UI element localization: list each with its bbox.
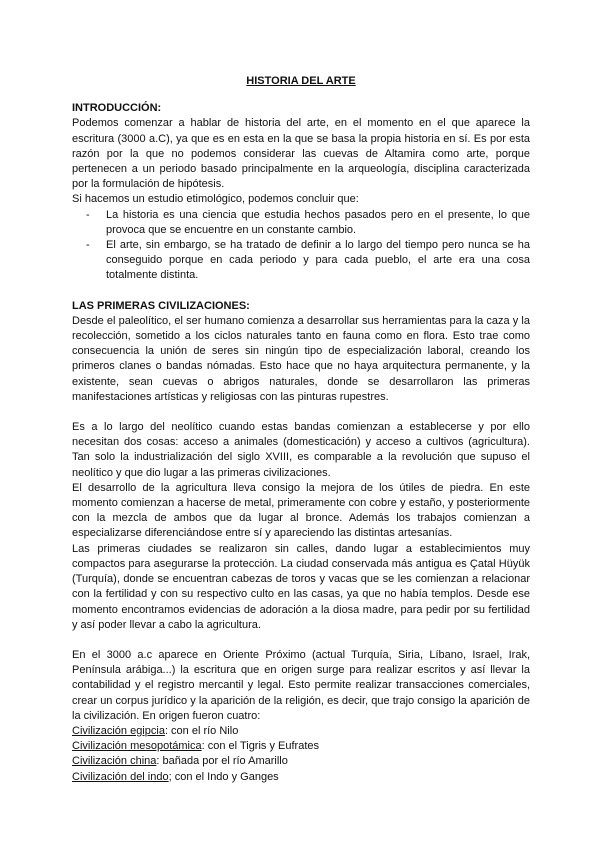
civ-paragraph-4: Las primeras ciudades se realizaron sin calles, dando lugar a establecimientos muy compactos para asegurarse la protección. La ciudad conservada más antigua es Çatal Hüyük (Turquía), donde se encuentran cabezas de toros y vacas que se les comienzan a relacionar con la fertilidad y con su respectivo culto en las casas, ya que no había templos. Desde ese momento encontramos evidencias de adoración a la diosa madre, para pedir por su fertilidad y así poder llevar a cabo la agricultura. bbox=[72, 542, 530, 631]
civilization-item bbox=[72, 754, 530, 769]
civilization-name: Civilización china bbox=[72, 755, 157, 768]
intro-paragraph-2: Si hacemos un estudio etimológico, podemos concluir que: bbox=[72, 193, 359, 206]
civ-paragraph-2: Es a lo largo del neolítico cuando estas bandas comienzan a establecerse y por ello necesitan dos cosas: acceso a animales (domesticación) y acceso a cultivos (agricultura). Tan solo la industrialización del siglo XVIII, es comparable a la revolución que supuso el neolítico y que dio lugar a las primeras civilizaciones. bbox=[72, 421, 530, 479]
civilization-desc: con el Indo y Ganges bbox=[171, 770, 279, 783]
intro-bullet-1: - La historia es una ciencia que estudia hechos pasados pero en el presente, lo que provoca que se encuentre en un constante cambio. bbox=[86, 208, 530, 238]
civ-paragraph-5: En el 3000 a.c aparece en Oriente Próximo (actual Turquía, Siria, Líbano, Israel, Irak, Península arábiga...) la escritura que en origen surge para realizar escritos y así llevar la contabilidad y el registro mercantil y legal. Esto permite realizar transacciones comerciales, crear un corpus jurídico y la aparición de la religión, es decir, que trajo consigo la aparición de la civilización. En origen fueron cuatro: bbox=[72, 648, 530, 722]
heading-civilizaciones: LAS PRIMERAS CIVILIZACIONES: bbox=[72, 299, 250, 312]
civilization-separator: : bbox=[201, 740, 205, 753]
civilization-desc: bañada por el río Amarillo bbox=[159, 755, 288, 768]
heading-introduccion: INTRODUCCIÓN: bbox=[72, 102, 162, 115]
civilization-name: Civilización del indo bbox=[72, 770, 169, 783]
intro-bullet-2: - El arte, sin embargo, se ha tratado de definir a lo largo del tiempo pero nunca se ha conseguido porque en cada periodo y para cada pueblo, el arte era una cosa totalmente distinta. bbox=[86, 238, 530, 284]
intro-bullet-list bbox=[72, 208, 530, 284]
civilization-separator: : bbox=[156, 755, 160, 768]
civ-paragraph-3: El desarrollo de la agricultura lleva consigo la mejora de los útiles de piedra. En este momento comienzan a hacerse de metal, primeramente con cobre y estaño, y posteriormente con la mezcla de ambos que da lugar al bronce. Además los trabajos comienzan a especializarse diferenciándose entre sí y apareciendo las distintas artesanías. bbox=[72, 481, 530, 540]
civilization-separator: : bbox=[164, 724, 168, 737]
civilization-desc: con el río Nilo bbox=[168, 724, 239, 737]
civilization-name: Civilización mesopotámica bbox=[72, 740, 202, 753]
civilization-list bbox=[72, 724, 530, 785]
civilization-name: Civilización egipcia bbox=[72, 724, 165, 737]
civilization-item bbox=[72, 770, 530, 785]
civilization-desc: con el Tigris y Eufrates bbox=[204, 740, 319, 753]
section-civilizaciones bbox=[72, 299, 530, 785]
civilization-item bbox=[72, 724, 530, 739]
intro-paragraph-1: Podemos comenzar a hablar de historia del arte, en el momento en el que aparece la escritura (3000 a.C), ya que es en esta en la que se basa la propia historia en sí. Es por esta razón por la que no podemos considerar las cuevas de Altamira como arte, porque pertenecen a un periodo basado principalmente en la arqueología, disciplina caracterizada por la formulación de hipótesis. bbox=[72, 117, 530, 191]
document-title: HISTORIA DEL ARTE bbox=[246, 75, 356, 87]
civilization-item bbox=[72, 739, 530, 754]
civilization-separator: ; bbox=[168, 770, 172, 783]
civ-paragraph-1: Desde el paleolítico, el ser humano comienza a desarrollar sus herramientas para la caza y la recolección, sometido a los ciclos naturales tanto en fauna como en flora. Esto trae como consecuencia la unión de seres sin ningún tipo de especialización laboral, creando los primeros clanes o bandas nómadas. Esto hace que no haya arquitectura permanente, y la existente, sean cuevas o abrigos naturales, donde se desarrollaron las primeras manifestaciones artísticas y religiosas con las pinturas rupestres. bbox=[72, 314, 530, 403]
section-introduccion bbox=[72, 101, 530, 283]
